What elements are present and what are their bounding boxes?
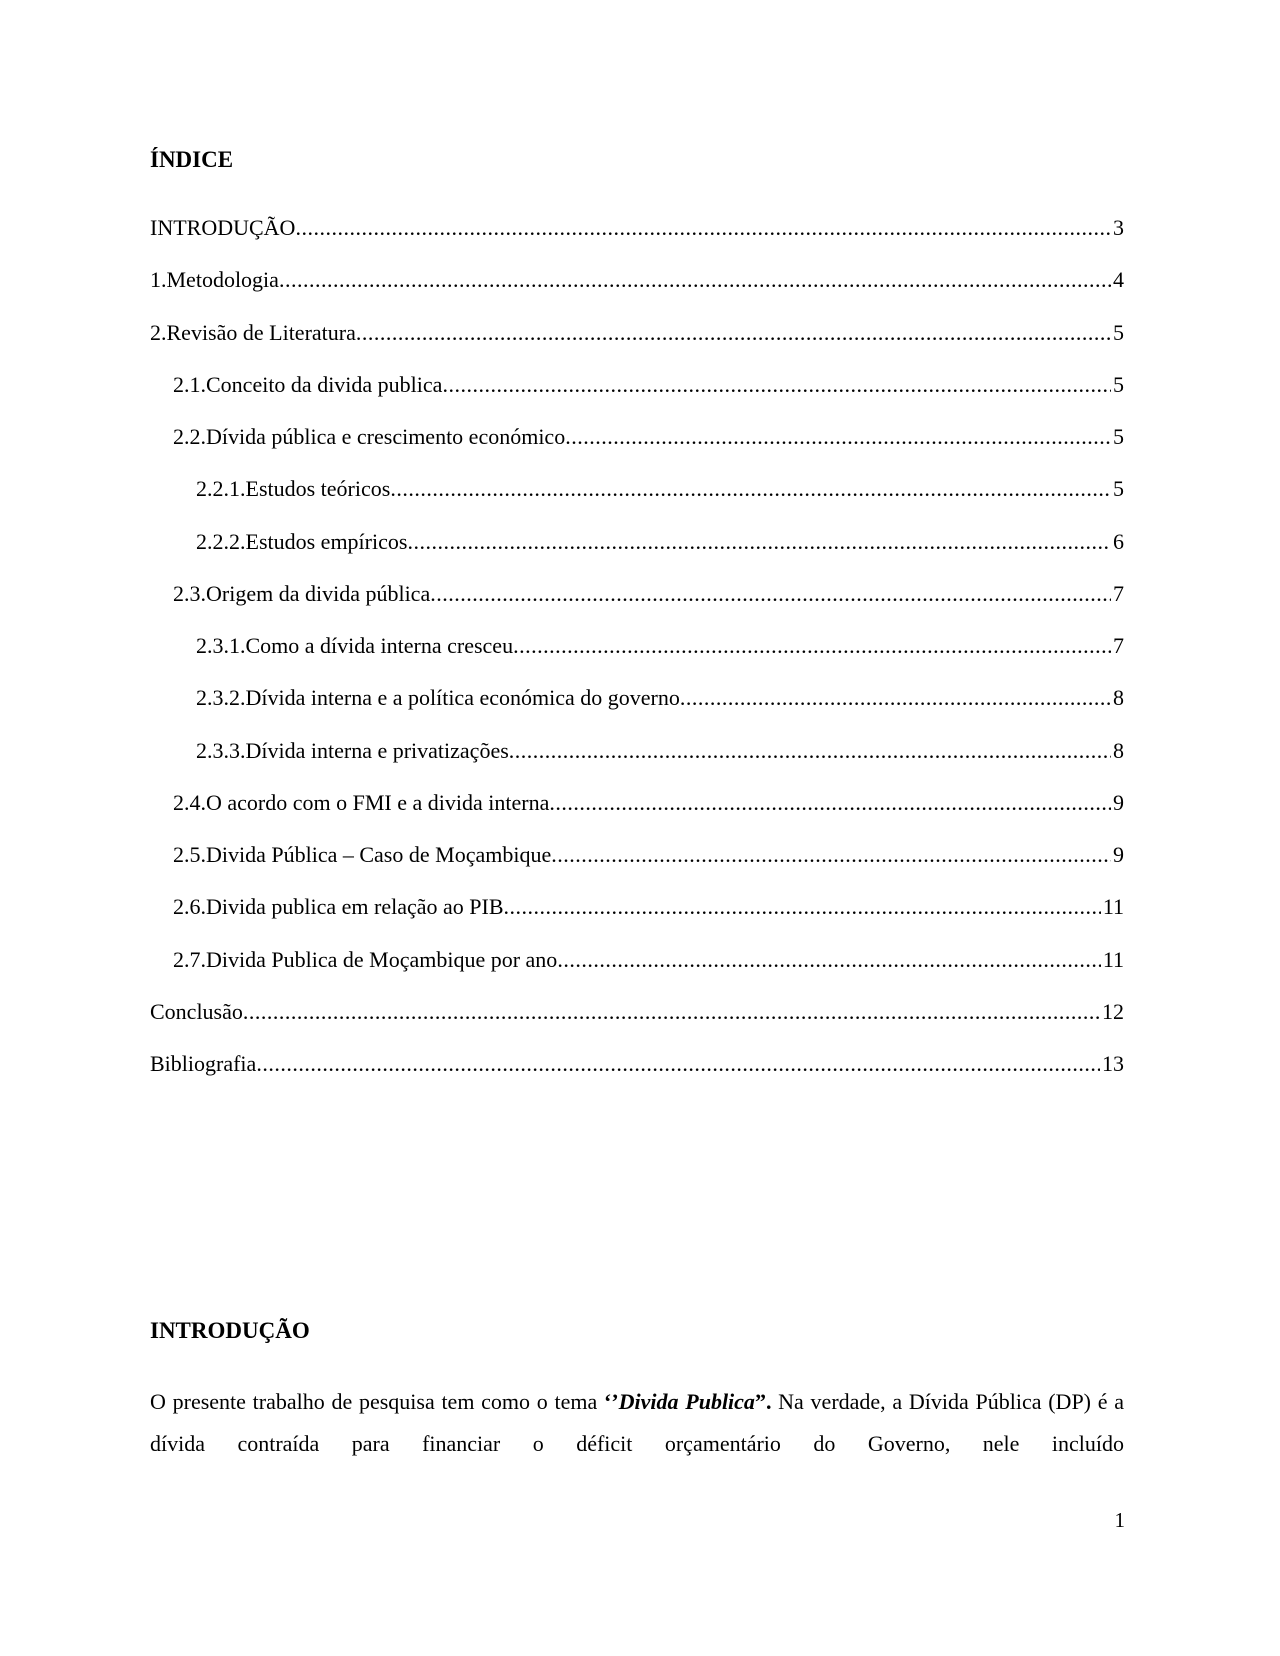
toc-entry-label: 2.3.1.Como a dívida interna cresceu — [196, 633, 514, 658]
toc-entry — [150, 370, 1124, 422]
toc-entry — [150, 788, 1124, 840]
toc-entry — [150, 527, 1124, 579]
toc-leader-dots — [442, 370, 1111, 400]
toc-entry-page: 7 — [1113, 633, 1124, 658]
intro-quote-close: ”. — [754, 1389, 772, 1414]
toc-entry-page: 11 — [1102, 894, 1124, 920]
toc-entry — [150, 1049, 1124, 1101]
toc-leader-dots — [295, 213, 1111, 243]
toc-entry-page: 5 — [1113, 424, 1124, 449]
toc-entry — [150, 474, 1124, 526]
toc-entry-page: 9 — [1113, 842, 1124, 867]
toc-entry-page: 7 — [1113, 580, 1124, 606]
toc-entry-page: 11 — [1102, 946, 1124, 972]
toc-entry — [150, 265, 1124, 317]
toc-entry-label: 2.7.Divida Publica de Moçambique por ano — [173, 946, 558, 972]
toc-entry-label: 1.Metodologia — [150, 267, 279, 293]
toc-leader-dots — [509, 736, 1111, 766]
toc-leader-dots — [549, 788, 1111, 818]
toc-entry-page: 5 — [1113, 371, 1124, 397]
page-number: 1 — [1114, 1508, 1125, 1532]
toc-leader-dots — [407, 527, 1111, 557]
introduction-paragraph — [150, 1381, 1124, 1465]
toc-entry-page: 5 — [1113, 476, 1124, 502]
toc-entry — [150, 997, 1124, 1049]
intro-topic: Divida Publica — [618, 1389, 755, 1414]
toc-leader-dots — [680, 683, 1111, 713]
toc-entry-page: 6 — [1113, 528, 1124, 554]
toc-entry-label: 2.3.3.Dívida interna e privatizações — [196, 737, 509, 763]
toc-entry-label: 2.3.Origem da divida pública — [173, 580, 431, 606]
toc-leader-dots — [390, 474, 1111, 504]
toc-leader-dots — [513, 631, 1111, 661]
toc-entry-label: 2.2.Dívida pública e crescimento económico — [173, 424, 566, 449]
toc-leader-dots — [504, 892, 1101, 922]
intro-text-after: Na verdade, a Dívida Pública (DP) é a dívida contraída para financiar o déficit orçamentário do Governo, nele incluído — [150, 1389, 1124, 1456]
toc-entry-page: 4 — [1113, 267, 1124, 293]
toc-entry-label: Conclusão — [150, 998, 243, 1024]
toc-leader-dots — [565, 422, 1111, 452]
toc-entry — [150, 631, 1124, 683]
toc-entry-label: 2.5.Divida Pública – Caso de Moçambique — [173, 842, 552, 867]
toc-leader-dots — [430, 579, 1111, 609]
toc-leader-dots — [256, 1049, 1100, 1079]
toc-title: ÍNDICE — [150, 147, 234, 172]
toc-entry-page: 8 — [1113, 737, 1124, 763]
toc-entry-label: 2.2.1.Estudos teóricos — [196, 476, 391, 502]
toc-entry — [150, 683, 1124, 735]
toc-entry-label: Bibliografia — [150, 1051, 257, 1076]
toc-entry-label: 2.Revisão de Literatura — [150, 319, 356, 345]
toc-entry-label: 2.1.Conceito da divida publica — [173, 371, 443, 397]
toc-leader-dots — [557, 945, 1101, 975]
toc-entry-label: 2.2.2.Estudos empíricos — [196, 528, 408, 554]
toc-entry-page: 12 — [1102, 998, 1124, 1024]
toc-entry-page: 9 — [1113, 789, 1124, 815]
toc-entry-label: 2.4.O acordo com o FMI e a divida interna — [173, 789, 550, 815]
toc-entry — [150, 840, 1124, 892]
toc-entry-page: 13 — [1102, 1051, 1124, 1076]
toc-entry-label: 2.6.Divida publica em relação ao PIB — [173, 894, 504, 920]
toc-entry — [150, 736, 1124, 788]
toc-entry — [150, 579, 1124, 631]
introduction-heading: INTRODUÇÃO — [150, 1318, 310, 1343]
toc-entry-label: 2.3.2.Dívida interna e a política económica do governo — [196, 685, 680, 711]
toc-entry-page: 3 — [1113, 215, 1124, 240]
toc-entry — [150, 945, 1124, 997]
toc-entry-page: 5 — [1113, 319, 1124, 345]
table-of-contents — [150, 213, 1124, 1101]
toc-leader-dots — [279, 265, 1111, 295]
intro-text-before: O presente trabalho de pesquisa tem como o tema — [150, 1389, 604, 1414]
intro-quote-open: ‘’ — [604, 1389, 619, 1414]
toc-leader-dots — [551, 840, 1111, 870]
toc-entry — [150, 422, 1124, 474]
toc-entry — [150, 892, 1124, 944]
toc-entry-page: 8 — [1113, 685, 1124, 711]
toc-leader-dots — [356, 318, 1111, 348]
toc-leader-dots — [243, 997, 1100, 1027]
toc-entry-label: INTRODUÇÃO — [150, 215, 296, 240]
toc-entry — [150, 318, 1124, 370]
toc-entry — [150, 213, 1124, 265]
